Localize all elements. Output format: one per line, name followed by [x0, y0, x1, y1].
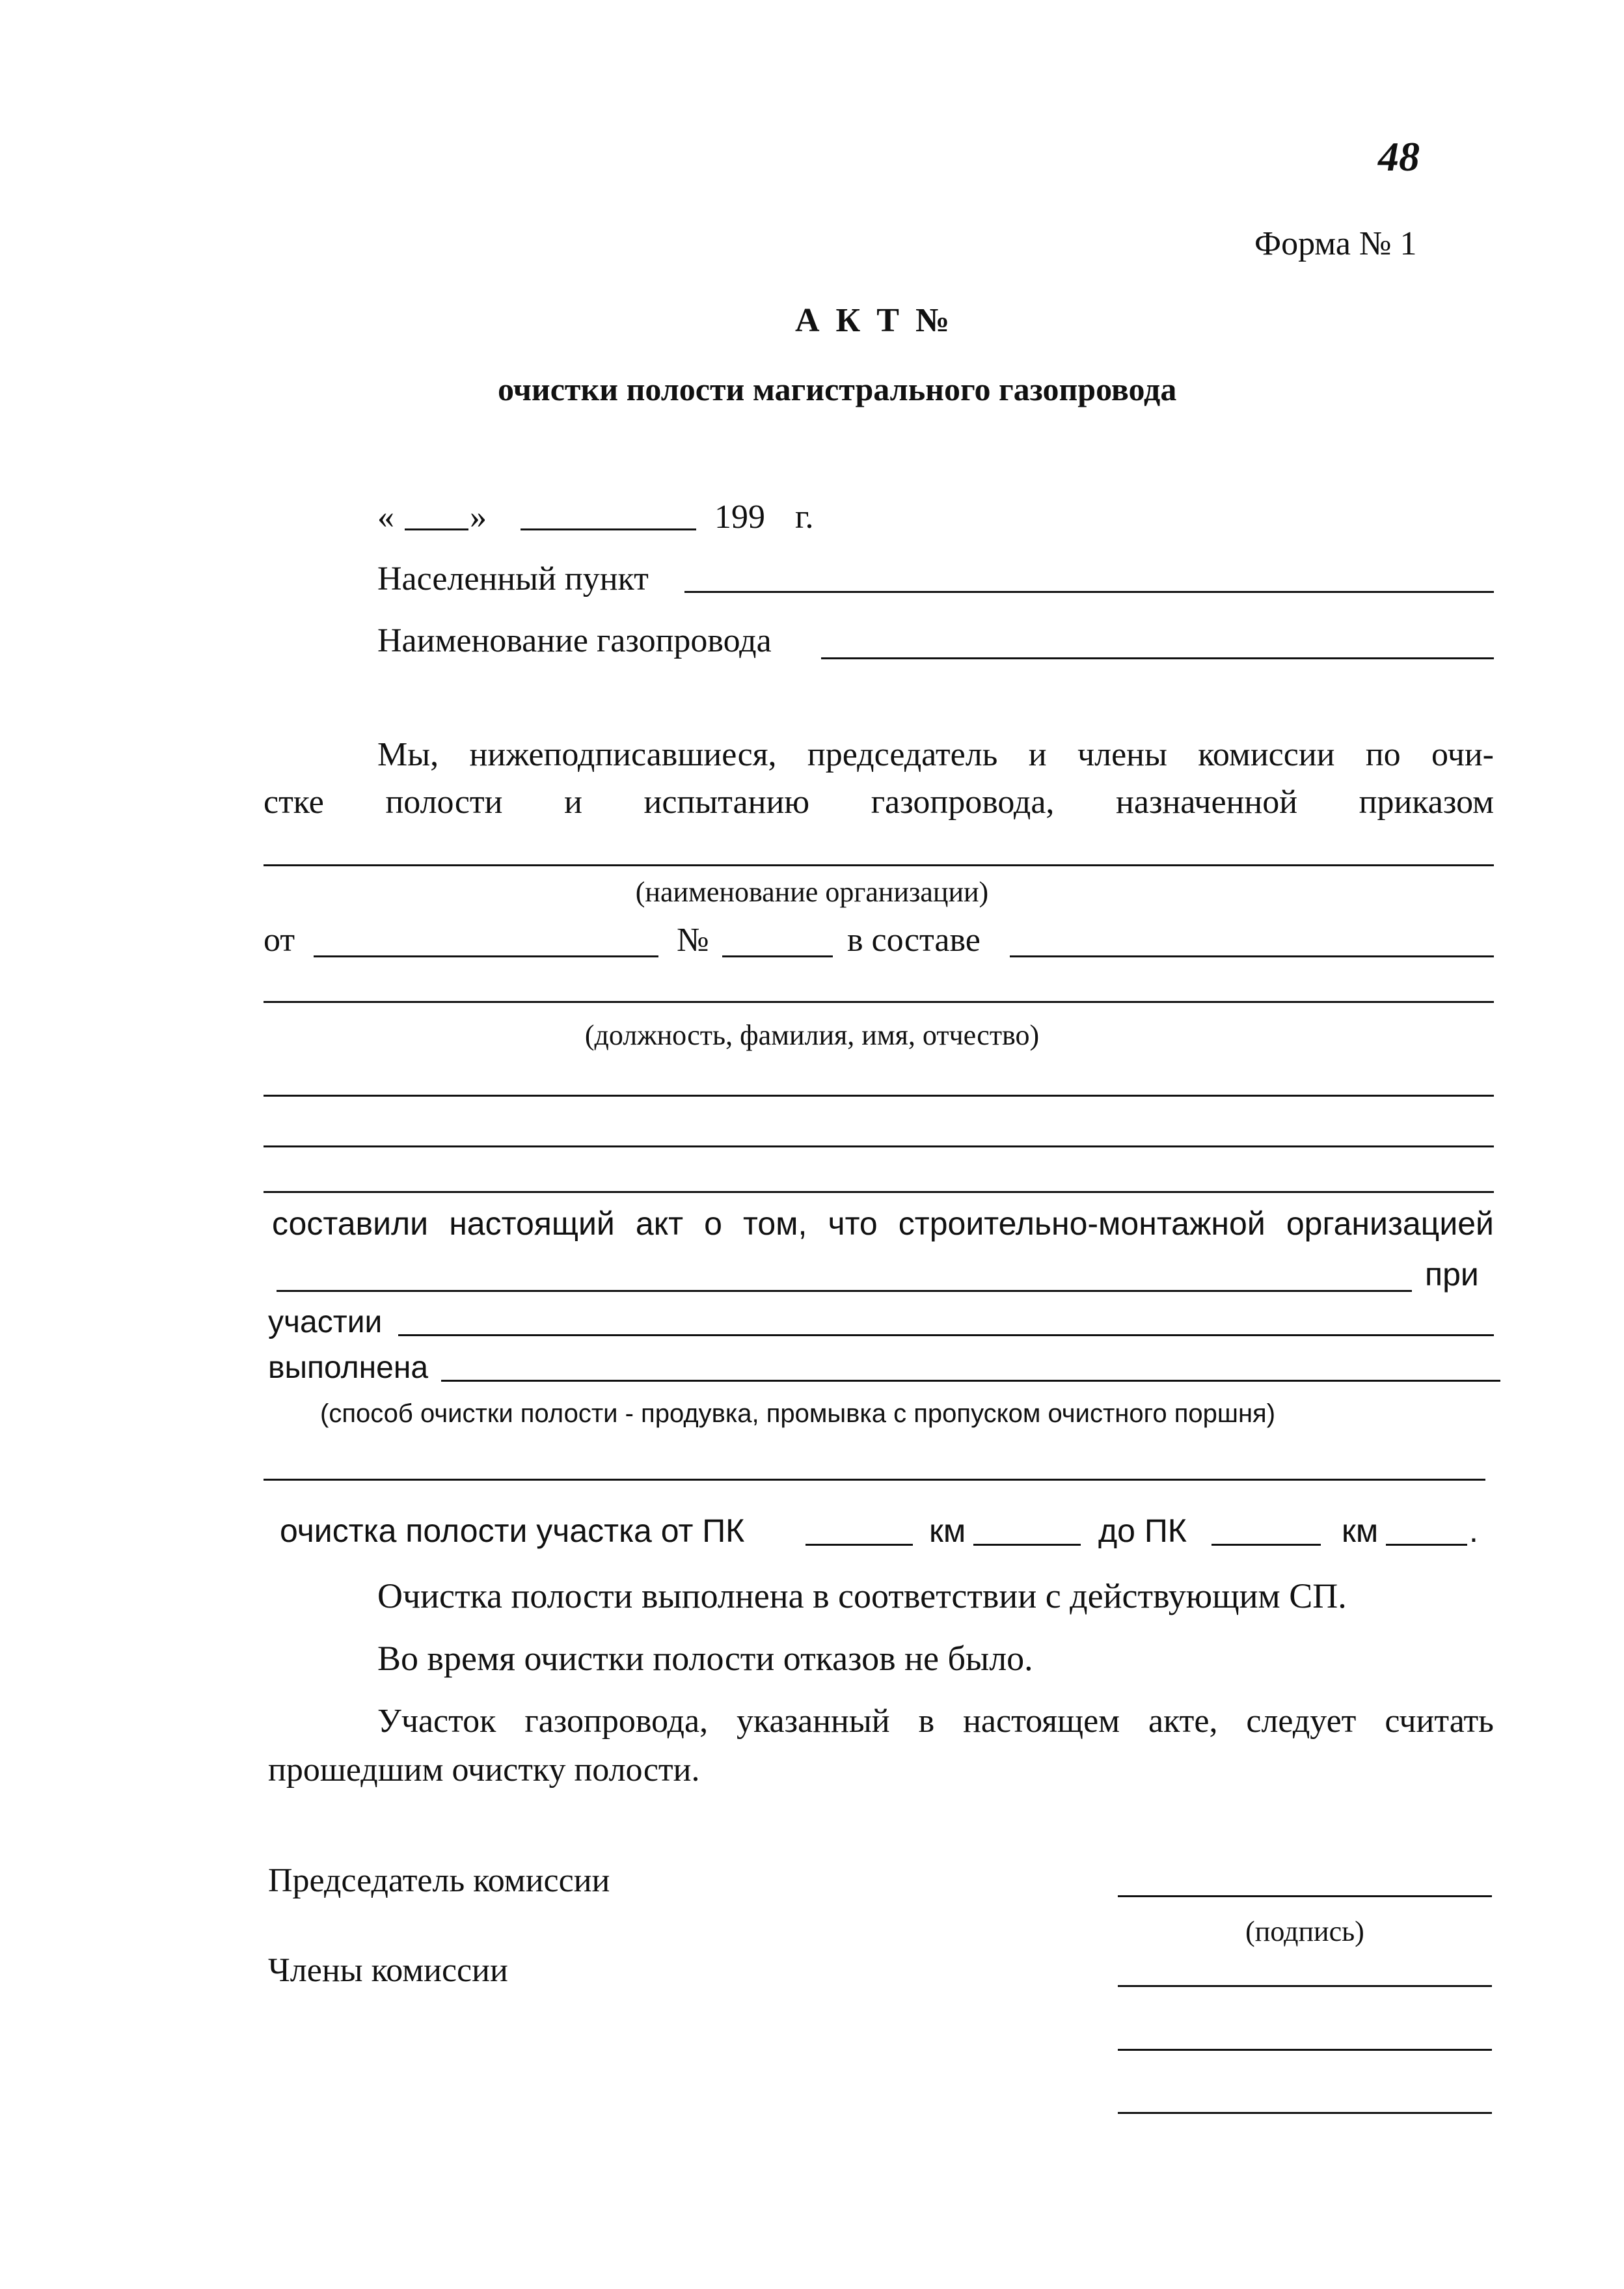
- members-label: Члены комиссии: [268, 1952, 508, 1989]
- statement-sp: Очистка полости выполнена в соответствии с действующим СП.: [377, 1576, 1347, 1615]
- intro-word: и: [564, 784, 582, 821]
- km-label-2: км: [1342, 1513, 1379, 1549]
- composition-blank[interactable]: [1010, 955, 1494, 957]
- date-close-quote: »: [470, 499, 487, 536]
- pk-to-blank[interactable]: [1211, 1544, 1321, 1546]
- conclusion-word: в: [918, 1703, 935, 1740]
- page-number: 48: [1378, 133, 1420, 180]
- settlement-blank[interactable]: [684, 591, 1494, 593]
- section-prefix: очистка полости участка от ПК: [280, 1513, 745, 1549]
- participation-blank[interactable]: [398, 1334, 1494, 1336]
- order-number-blank[interactable]: [722, 955, 833, 957]
- year-suffix: г.: [795, 499, 814, 536]
- method-blank[interactable]: [264, 1479, 1485, 1481]
- conclusion-line-2: прошедшим очистку полости.: [268, 1751, 700, 1789]
- member-signature-blank-2[interactable]: [1118, 2049, 1492, 2051]
- signature-caption: (подпись): [1245, 1915, 1364, 1947]
- intro-word: приказом: [1359, 784, 1494, 821]
- participation-label: участии: [268, 1305, 383, 1339]
- document-subtitle: очистки полости магистрального газопровода: [498, 371, 1177, 407]
- composition-label: в составе: [847, 922, 981, 959]
- day-blank[interactable]: [405, 528, 468, 530]
- organization-blank[interactable]: [264, 864, 1494, 866]
- intro-word: назначенной: [1116, 784, 1298, 821]
- person-caption: (должность, фамилия, имя, отчество): [584, 1019, 1040, 1051]
- pk-from-blank[interactable]: [805, 1544, 913, 1546]
- person-blank-2[interactable]: [264, 1095, 1494, 1097]
- conclusion-line-1: [377, 1702, 1494, 1741]
- performed-blank[interactable]: [441, 1380, 1500, 1382]
- statement-no-failures: Во время очистки полости отказов не было.: [377, 1639, 1033, 1678]
- conclusion-word: газопровода,: [524, 1703, 709, 1740]
- chairman-signature-blank[interactable]: [1118, 1895, 1492, 1897]
- conclusion-word: считать: [1385, 1703, 1494, 1740]
- section-end: .: [1469, 1513, 1478, 1549]
- month-blank[interactable]: [521, 528, 696, 530]
- person-blank-3[interactable]: [264, 1145, 1494, 1147]
- pipeline-name-blank[interactable]: [821, 657, 1494, 659]
- intro-word: газопровода,: [871, 784, 1055, 821]
- km-from-blank[interactable]: [973, 1544, 1081, 1546]
- intro-line-2: [264, 783, 1494, 822]
- intro-word: стке: [264, 784, 324, 821]
- form-label: Форма № 1: [1254, 225, 1417, 262]
- member-signature-blank-1[interactable]: [1118, 1985, 1492, 1987]
- pipeline-name-label: Наименование газопровода: [377, 622, 772, 659]
- settlement-label: Населенный пункт: [377, 560, 649, 597]
- order-from-label: от: [264, 922, 295, 959]
- drafted-statement: составили настоящий акт о том, что строительно-монтажной организацией: [272, 1205, 1494, 1242]
- order-number-label: №: [677, 922, 709, 959]
- conclusion-word: акте,: [1148, 1703, 1218, 1740]
- intro-line-1: Мы, нижеподписавшиеся, председатель и члены комиссии по очи-: [377, 736, 1494, 773]
- document-title: А К Т №: [795, 302, 954, 339]
- chairman-label: Председатель комиссии: [268, 1862, 610, 1899]
- km-label-1: км: [929, 1513, 966, 1549]
- year-prefix: 199: [714, 499, 765, 536]
- with-label: при: [1425, 1256, 1479, 1293]
- method-caption: (способ очистки полости - продувка, промывка с пропуском очистного поршня): [320, 1399, 1276, 1428]
- intro-word: полости: [385, 784, 503, 821]
- performed-label: выполнена: [268, 1350, 429, 1385]
- order-date-blank[interactable]: [314, 955, 658, 957]
- member-signature-blank-3[interactable]: [1118, 2112, 1492, 2114]
- conclusion-word: настоящем: [963, 1703, 1120, 1740]
- conclusion-word: указанный: [737, 1703, 890, 1740]
- to-pk-label: до ПК: [1098, 1513, 1187, 1549]
- person-blank-1[interactable]: [264, 1001, 1494, 1003]
- person-blank-4[interactable]: [264, 1191, 1494, 1193]
- date-open-quote: «: [377, 499, 394, 536]
- conclusion-word: Участок: [377, 1703, 496, 1740]
- km-to-blank[interactable]: [1386, 1544, 1467, 1546]
- conclusion-word: следует: [1246, 1703, 1357, 1740]
- organization-caption: (наименование организации): [635, 876, 989, 908]
- intro-word: испытанию: [643, 784, 810, 821]
- contractor-blank[interactable]: [277, 1290, 1412, 1292]
